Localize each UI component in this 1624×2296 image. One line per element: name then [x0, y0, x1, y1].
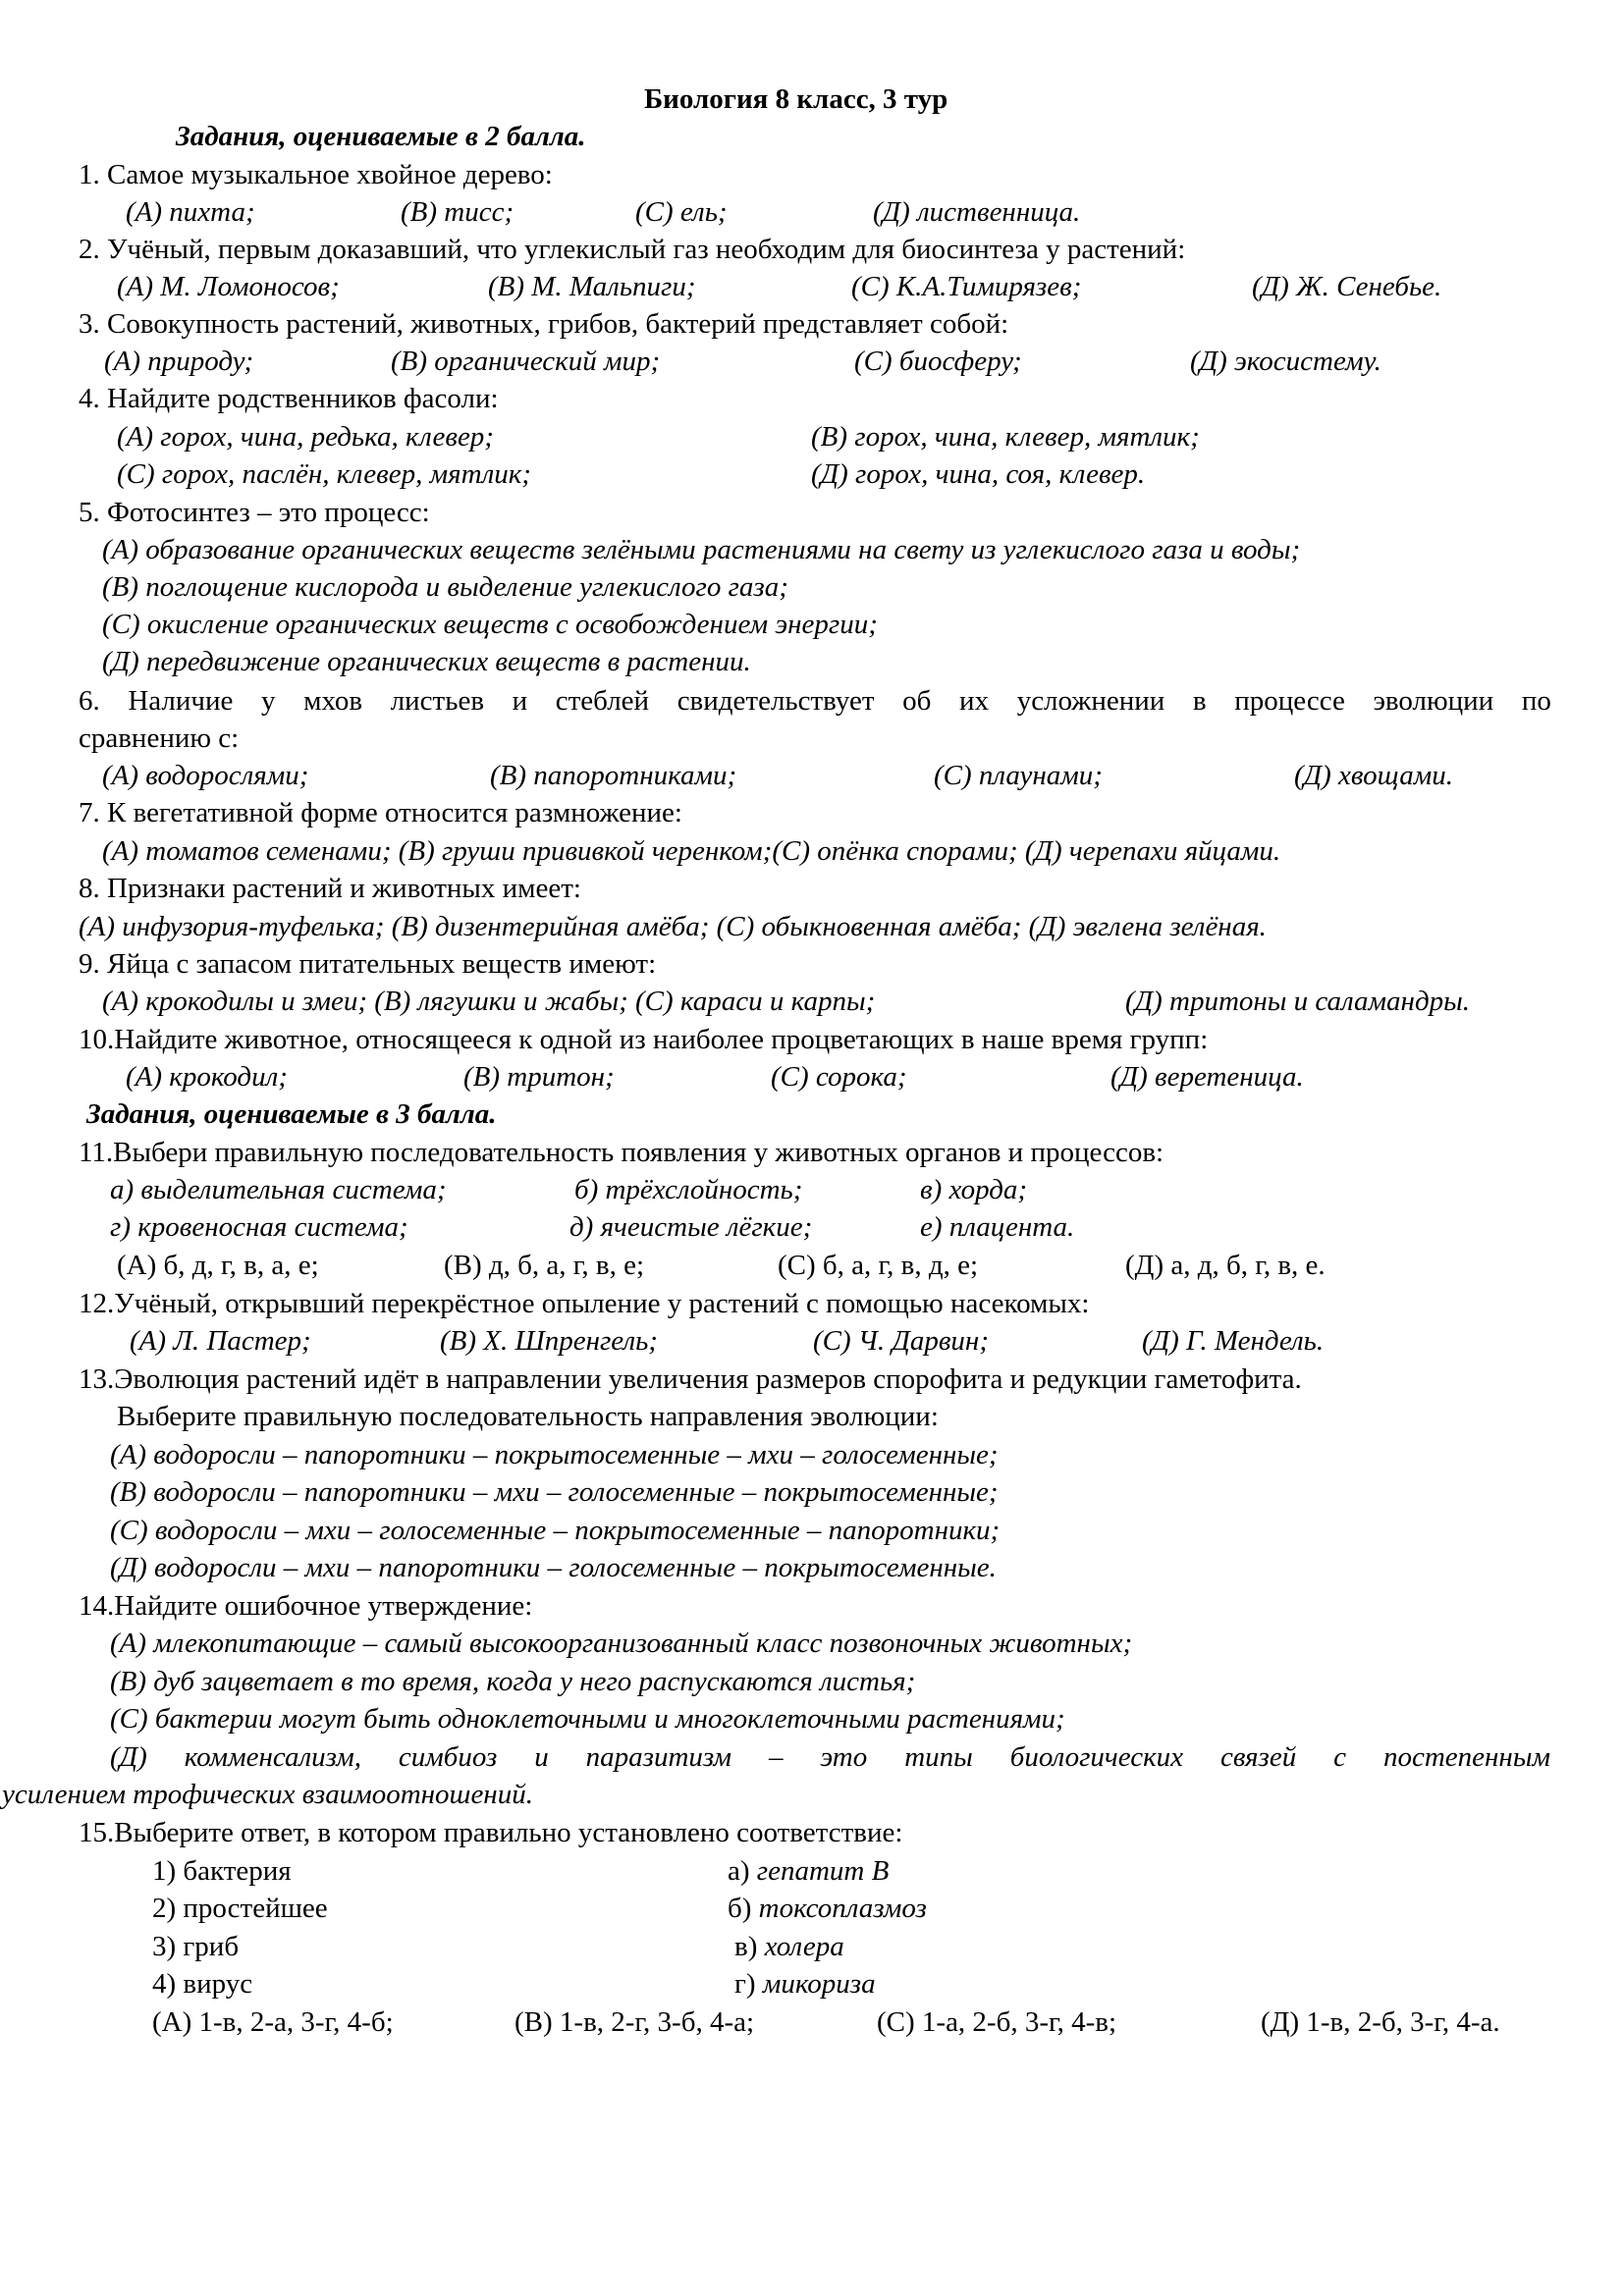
word: и — [534, 1741, 549, 1773]
word: листьев — [390, 685, 485, 717]
word: стеблей — [555, 685, 650, 717]
answer-option: (В) дуб зацветает в то время, когда у него распускаются листья; — [110, 1666, 916, 1697]
answer-option: (А) образование органических веществ зелёными растениями на свету из углекислого газа и воды; — [102, 534, 1301, 565]
word: типы — [904, 1741, 973, 1773]
sequence-item: б) трёхслойность; — [574, 1174, 803, 1205]
answer-option: (С) плаунами; — [934, 760, 1103, 791]
answer-option: (С) 1-а, 2-б, 3-г, 4-в; — [877, 2006, 1117, 2038]
word: Наличие — [128, 685, 234, 717]
sequence-item: д) ячеистые лёгкие; — [569, 1211, 813, 1243]
word: их — [959, 685, 990, 717]
word: связей — [1219, 1741, 1297, 1773]
match-right-item — [734, 1930, 844, 1963]
answer-option: (В) органический мир; — [391, 346, 661, 377]
page-title: Биология 8 класс, 3 тур — [644, 83, 948, 115]
word: симбиоз — [398, 1741, 498, 1773]
question-1: 1. Самое музыкальное хвойное дерево: — [79, 159, 553, 190]
sequence-item: в) хорда; — [920, 1174, 1028, 1205]
word: свидетельствует — [677, 685, 875, 717]
match-right-item — [728, 1854, 889, 1888]
question-6-continued: сравнению с: — [79, 722, 240, 754]
word: комменсализм, — [184, 1741, 361, 1773]
answer-option: (С) окисление органических веществ с освобождением энергии; — [102, 609, 878, 640]
question-4: 4. Найдите родственников фасоли: — [79, 383, 499, 414]
answer-option: (А) горох, чина, редька, клевер; — [117, 421, 494, 453]
answer-options-line: (А) крокодилы и змеи; (В) лягушки и жабы; (С) караси и карпы; — [102, 986, 876, 1017]
match-left-item: 1) бактерия — [152, 1855, 292, 1887]
question-5: 5. Фотосинтез – это процесс: — [79, 497, 430, 528]
word: это — [820, 1741, 868, 1773]
section-header-2-points: Задания, оцениваемые в 2 балла. — [176, 121, 586, 152]
answer-option: (А) млекопитающие – самый высокоорганизованный класс позвоночных животных; — [110, 1628, 1133, 1659]
question-3: 3. Совокупность растений, животных, грибов, бактерий представляет собой: — [79, 308, 1009, 340]
word: постепенным — [1382, 1741, 1550, 1773]
answer-option: (В) 1-в, 2-г, 3-б, 4-а; — [514, 2006, 755, 2038]
answer-option: (В) д, б, а, г, в, е; — [444, 1250, 645, 1281]
word: у — [261, 685, 276, 717]
answer-option: (Д) Ж. Сенебье. — [1252, 271, 1442, 302]
answer-option: (А) 1-в, 2-а, 3-г, 4-б; — [152, 2006, 394, 2038]
answer-option: (С) горох, паслён, клевер, мятлик; — [117, 458, 531, 490]
question-10: 10.Найдите животное, относящееся к одной из наиболее процветающих в наше время групп: — [79, 1024, 1209, 1055]
answer-option: (В) тисс; — [401, 196, 514, 228]
match-text: холера — [764, 1931, 844, 1962]
match-letter: г) — [734, 1968, 756, 2000]
answer-option: (А) пихта; — [126, 196, 255, 228]
question-8: 8. Признаки растений и животных имеет: — [79, 873, 581, 904]
answer-option: (Д) Г. Мендель. — [1142, 1325, 1325, 1357]
answer-option: (А) М. Ломоносов; — [117, 271, 340, 302]
answer-option: (С) ель; — [635, 196, 728, 228]
word: мхов — [303, 685, 363, 717]
answer-option: (А) Л. Пастер; — [130, 1325, 311, 1357]
answer-option: (В) папоротниками; — [490, 760, 737, 791]
word: биологических — [1009, 1741, 1184, 1773]
answer-option: (С) К.А.Тимирязев; — [851, 271, 1082, 302]
answer-option: (Д) а, д, б, г, в, е. — [1125, 1250, 1326, 1281]
match-left-item: 4) вирус — [152, 1968, 253, 2000]
match-left-item: 2) простейшее — [152, 1893, 328, 1924]
question-14: 14.Найдите ошибочное утверждение: — [79, 1590, 533, 1622]
answer-options-line: (А) инфузория-туфелька; (В) дизентерийная амёба; (С) обыкновенная амёба; (Д) эвглена зелёная. — [79, 911, 1267, 942]
answer-option: (В) поглощение кислорода и выделение углекислого газа; — [102, 571, 788, 603]
word: процессе — [1234, 685, 1345, 717]
word: (Д) — [110, 1741, 147, 1773]
answer-option: (А) крокодил; — [126, 1061, 288, 1093]
question-12: 12.Учёный, открывший перекрёстное опыление у растений с помощью насекомых: — [79, 1288, 1090, 1319]
match-letter: б) — [728, 1893, 752, 1924]
answer-option: (В) горох, чина, клевер, мятлик; — [811, 421, 1200, 453]
question-11: 11.Выбери правильную последовательность появления у животных органов и процессов: — [79, 1137, 1164, 1168]
word: паразитизм — [585, 1741, 732, 1773]
answer-option: (С) Ч. Дарвин; — [813, 1325, 989, 1357]
question-6 — [79, 684, 1551, 718]
word: и — [512, 685, 528, 717]
answer-option: (А) природу; — [104, 346, 254, 377]
answer-option: (Д) водоросли – мхи – папоротники – голосеменные – покрытосеменные. — [110, 1552, 997, 1583]
answer-option-justified — [110, 1740, 1550, 1774]
answer-option: (В) водоросли – папоротники – мхи – голосеменные – покрытосеменные; — [110, 1476, 999, 1508]
answer-option: (С) сорока; — [771, 1061, 907, 1093]
question-9: 9. Яйца с запасом питательных веществ имеют: — [79, 948, 657, 980]
answer-option: (С) водоросли – мхи – голосеменные – покрытосеменные – папоротники; — [110, 1515, 1001, 1546]
word: эволюции — [1373, 685, 1494, 717]
answer-option: (Д) экосистему. — [1190, 346, 1381, 377]
section-header-3-points: Задания, оцениваемые в 3 балла. — [86, 1098, 497, 1130]
answer-option: (С) б, а, г, в, д, е; — [778, 1250, 979, 1281]
answer-options-line: (А) томатов семенами; (В) груши прививкой черенком;(С) опёнка спорами; (Д) черепахи яйцами. — [102, 835, 1281, 867]
match-text: микориза — [762, 1968, 876, 2000]
match-text: токсоплазмоз — [758, 1893, 927, 1924]
question-15: 15.Выберите ответ, в котором правильно установлено соответствие: — [79, 1817, 903, 1848]
question-7: 7. К вегетативной форме относится размножение: — [79, 797, 682, 828]
question-13-continued: Выберите правильную последовательность направления эволюции: — [117, 1401, 939, 1432]
match-text: гепатит В — [756, 1855, 890, 1887]
answer-option: (Д) передвижение органических веществ в растении. — [102, 646, 751, 677]
match-letter: в) — [734, 1931, 758, 1962]
word: с — [1333, 1741, 1347, 1773]
match-right-item — [728, 1892, 927, 1925]
answer-option: (С) биосферу; — [854, 346, 1022, 377]
sequence-item: е) плацента. — [920, 1211, 1075, 1243]
answer-option: (Д) хвощами. — [1294, 760, 1453, 791]
answer-option: (А) водорослями; — [102, 760, 309, 791]
word: по — [1521, 685, 1551, 717]
answer-option: (Д) лиственница. — [873, 196, 1081, 228]
question-13: 13.Эволюция растений идёт в направлении увеличения размеров спорофита и редукции гаметофита. — [79, 1363, 1302, 1395]
match-left-item: 3) гриб — [152, 1931, 240, 1962]
sequence-item: г) кровеносная система; — [110, 1211, 408, 1243]
answer-option: (Д) тритоны и саламандры. — [1125, 986, 1471, 1017]
answer-option: (Д) веретеница. — [1110, 1061, 1304, 1093]
match-right-item — [734, 1967, 876, 2001]
answer-option: (В) тритон; — [463, 1061, 615, 1093]
sequence-item: а) выделительная система; — [110, 1174, 447, 1205]
answer-option: (В) М. Мальпиги; — [488, 271, 696, 302]
word: 6. — [79, 685, 100, 717]
question-2: 2. Учёный, первым доказавший, что углекислый газ необходим для биосинтеза у растений: — [79, 234, 1186, 265]
word: об — [902, 685, 932, 717]
answer-option: (С) бактерии могут быть одноклеточными и многоклеточными растениями; — [110, 1703, 1065, 1735]
word: – — [768, 1741, 784, 1773]
answer-option-continued: усилением трофических взаимоотношений. — [2, 1779, 533, 1810]
answer-option: (А) б, д, г, в, а, е; — [117, 1250, 319, 1281]
answer-option: (Д) горох, чина, соя, клевер. — [811, 458, 1146, 490]
answer-option: (В) Х. Шпренгель; — [440, 1325, 658, 1357]
answer-option: (Д) 1-в, 2-б, 3-г, 4-а. — [1261, 2006, 1500, 2038]
match-letter: а) — [728, 1855, 750, 1887]
answer-option: (А) водоросли – папоротники – покрытосеменные – мхи – голосеменные; — [110, 1439, 999, 1470]
word: в — [1192, 685, 1207, 717]
word: усложнении — [1016, 685, 1165, 717]
